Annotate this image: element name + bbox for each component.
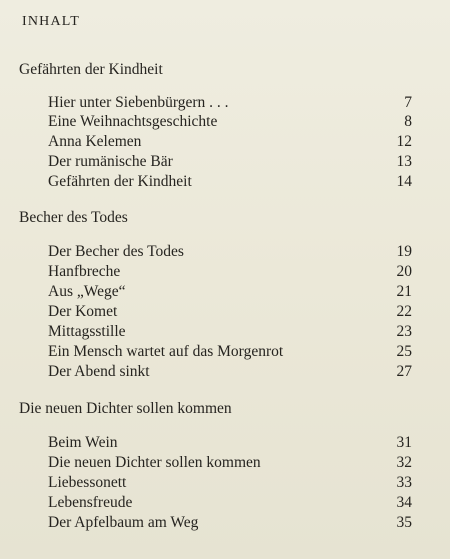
entry-title: Der Abend sinkt: [48, 363, 150, 380]
entry-page-number: 31: [396, 434, 412, 451]
entry-page-number: 13: [396, 153, 412, 170]
entry-page-number: 19: [396, 243, 412, 260]
entry-page-number: 7: [404, 94, 412, 111]
entry-page-number: 27: [396, 363, 412, 380]
section-title: Becher des Todes: [19, 209, 128, 226]
toc-entry: [48, 323, 412, 343]
toc-entry: [48, 363, 412, 383]
page-heading: INHALT: [22, 14, 81, 29]
entry-title: Anna Kelemen: [48, 133, 142, 150]
toc-entry: [48, 474, 412, 494]
entry-title: Ein Mensch wartet auf das Morgenrot: [48, 343, 284, 360]
entry-title: Hanfbreche: [48, 263, 121, 280]
entry-page-number: 34: [396, 494, 412, 511]
entry-page-number: 12: [396, 133, 412, 150]
entry-title: Beim Wein: [48, 434, 118, 451]
entry-title: Die neuen Dichter sollen kommen: [48, 454, 261, 471]
entry-title: Hier unter Siebenbürgern . . .: [48, 94, 229, 111]
entry-page-number: 21: [396, 283, 412, 300]
toc-entry: [48, 303, 412, 323]
entry-title: Der rumänische Bär: [48, 153, 173, 170]
toc-entry: [48, 434, 412, 454]
entry-title: Der Becher des Todes: [48, 243, 184, 260]
entry-title: Eine Weihnachtsgeschichte: [48, 113, 218, 130]
entry-title: Der Apfelbaum am Weg: [48, 514, 199, 531]
entry-title: Lebensfreude: [48, 494, 133, 511]
entry-page-number: 23: [396, 323, 412, 340]
toc-entry: [48, 494, 412, 514]
toc-entry: [48, 514, 412, 534]
toc-entry: [48, 94, 412, 114]
entry-title: Aus „Wege“: [48, 283, 126, 300]
entry-title: Gefährten der Kindheit: [48, 173, 192, 190]
toc-entry: [48, 113, 412, 133]
entry-title: Liebessonett: [48, 474, 127, 491]
toc-entry: [48, 263, 412, 283]
entry-page-number: 20: [396, 263, 412, 280]
entry-page-number: 32: [396, 454, 412, 471]
entry-page-number: 14: [396, 173, 412, 190]
toc-entry: [48, 243, 412, 263]
entry-title: Mittagsstille: [48, 323, 126, 340]
toc-entry: [48, 133, 412, 153]
toc-entry: [48, 153, 412, 173]
entry-page-number: 22: [396, 303, 412, 320]
toc-entry: [48, 283, 412, 303]
entry-page-number: 33: [396, 474, 412, 491]
toc-entry: [48, 343, 412, 363]
entry-title: Der Komet: [48, 303, 118, 320]
section-title: Gefährten der Kindheit: [19, 61, 163, 78]
section-title: Die neuen Dichter sollen kommen: [19, 400, 232, 417]
toc-entry: [48, 173, 412, 193]
entry-page-number: 8: [404, 113, 412, 130]
toc-entry: [48, 454, 412, 474]
entry-page-number: 25: [396, 343, 412, 360]
entry-page-number: 35: [396, 514, 412, 531]
